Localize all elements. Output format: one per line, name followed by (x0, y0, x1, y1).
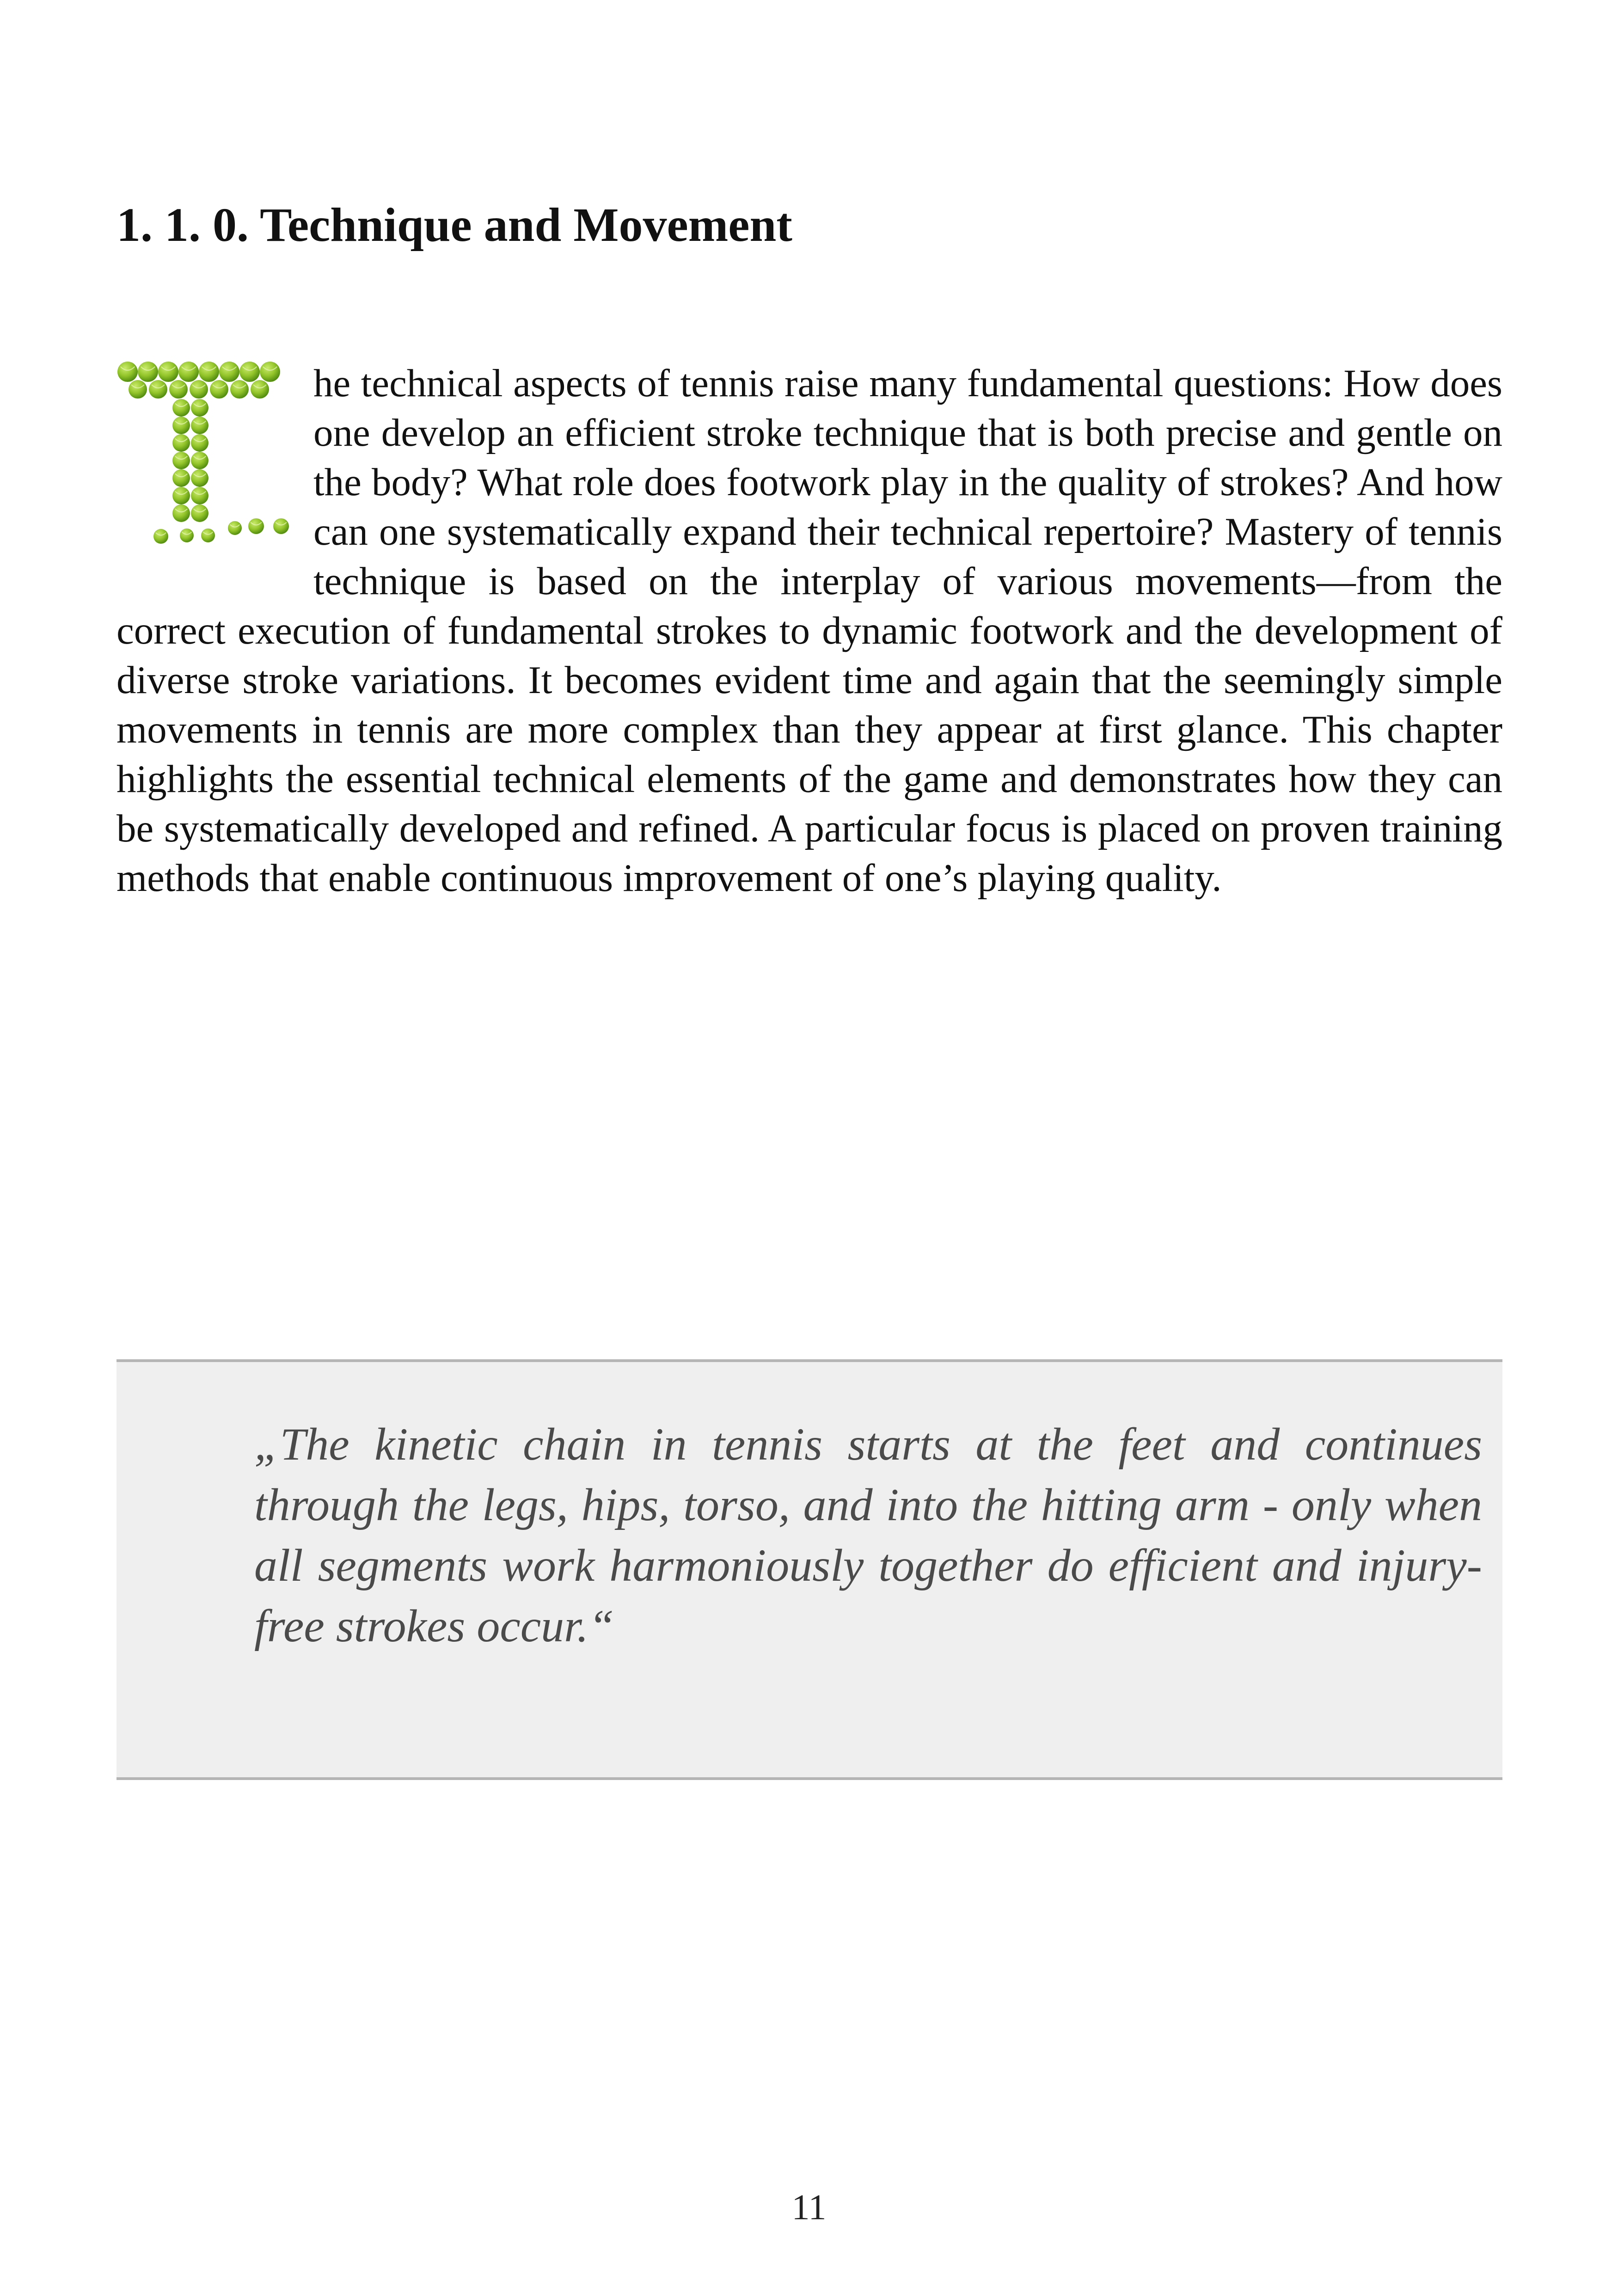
tennis-ball-icon (201, 528, 215, 542)
tennis-ball-icon (172, 469, 190, 487)
tennis-ball-icon (172, 504, 190, 522)
tennis-ball-icon (228, 521, 242, 535)
quote-box (116, 1359, 1502, 1780)
tennis-ball-icon (178, 362, 199, 382)
tennis-ball-icon (191, 417, 208, 434)
tennis-ball-icon (169, 380, 188, 399)
tennis-ball-icon (129, 380, 147, 399)
tennis-ball-icon (180, 528, 194, 542)
tennis-ball-icon (138, 362, 158, 382)
tennis-ball-letter-t-icon (116, 359, 301, 558)
tennis-ball-icon (199, 362, 219, 382)
tennis-ball-icon (239, 362, 260, 382)
tennis-ball-icon (191, 504, 208, 522)
tennis-ball-icon (172, 487, 190, 504)
tennis-ball-icon (251, 380, 269, 399)
tennis-ball-icon (117, 362, 138, 382)
intro-paragraph-text: he technical aspects of tennis raise many fundamental questions: How does one develop an efficient stroke technique that is both precise and gentle on the body? What role does footwork play in the quality of strokes? And how can one systematically expand their technical repertoire? Mastery of tennis technique is based on the interplay of various movements—from the correct execution of fundamental strokes to dynamic footwork and the development of diverse stroke variations. It becomes evident time and again that the seemingly simple movements in tennis are more complex than they appear at first glance. This chapter highlights the essential technical elements of the game and demonstrates how they can be systematically developed and refined. A particular focus is placed on proven training methods that enable continuous improvement of one’s playing quality. (116, 362, 1502, 900)
tennis-ball-icon (191, 469, 208, 487)
tennis-ball-icon (190, 380, 208, 399)
tennis-ball-icon (153, 529, 168, 544)
section-title: 1. 1. 0. Technique and Movement (116, 198, 792, 252)
tennis-ball-icon (191, 434, 208, 452)
tennis-ball-icon (158, 362, 178, 382)
tennis-ball-icon (172, 399, 190, 417)
tennis-ball-icon (248, 518, 264, 534)
intro-paragraph (116, 359, 1502, 903)
tennis-ball-icon (191, 399, 208, 417)
tennis-ball-icon (230, 380, 249, 399)
tennis-ball-icon (210, 380, 228, 399)
tennis-ball-icon (219, 362, 239, 382)
tennis-ball-icon (172, 452, 190, 469)
tennis-ball-icon (260, 362, 280, 382)
tennis-ball-icon (191, 452, 208, 469)
tennis-ball-icon (273, 518, 289, 534)
tennis-ball-icon (172, 417, 190, 434)
tennis-ball-icon (191, 487, 208, 504)
tennis-ball-icon (149, 380, 167, 399)
page-number: 11 (791, 2187, 827, 2227)
tennis-ball-icon (172, 434, 190, 452)
quote-text: „The kinetic chain in tennis starts at the feet and continues through the legs, hips, torso, and into the hitting arm - only when all segments work harmoniously together do efficient and injury-free strokes occur.“ (254, 1418, 1482, 1651)
